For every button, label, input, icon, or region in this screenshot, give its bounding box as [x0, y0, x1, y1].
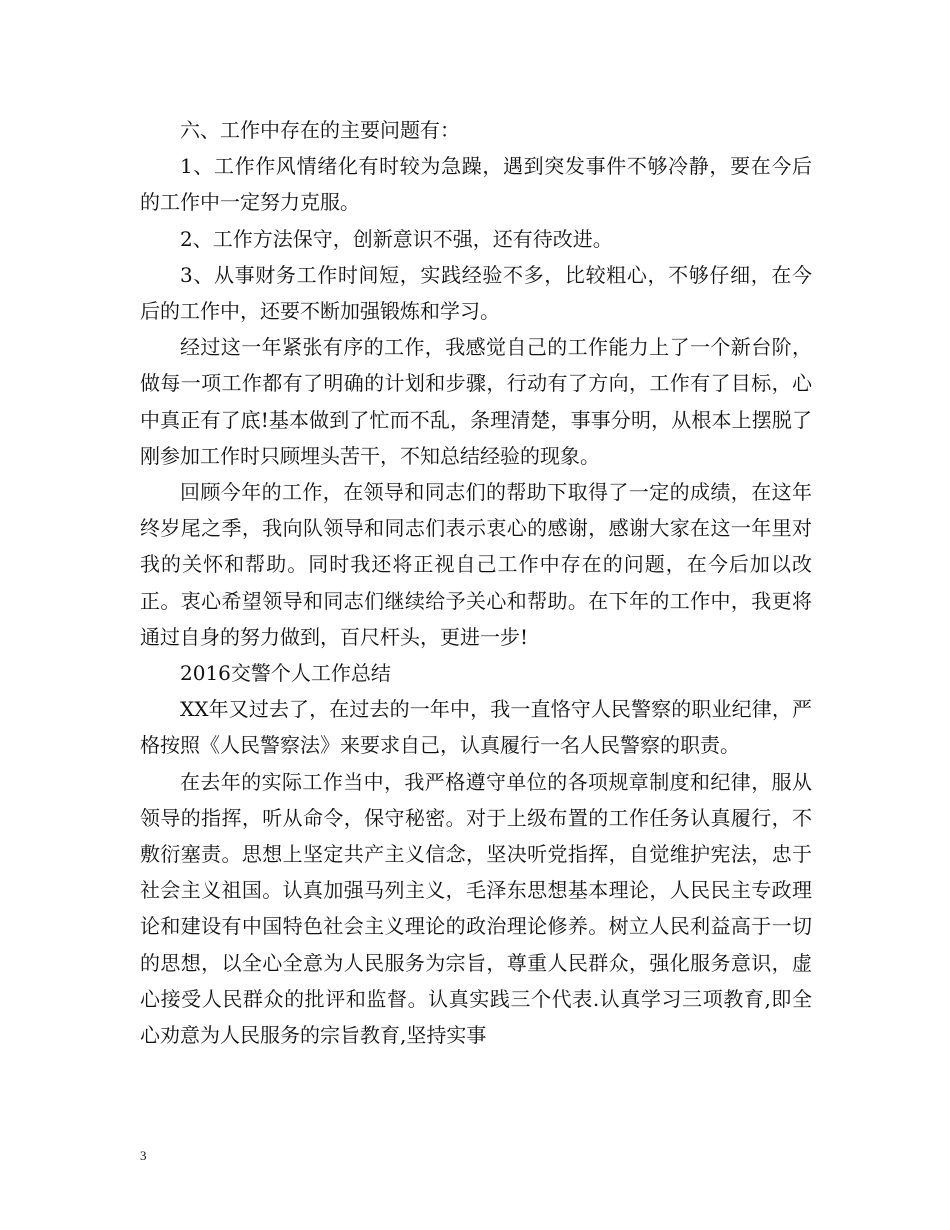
paragraph-review: 回顾今年的工作，在领导和同志们的帮助下取得了一定的成绩，在这年终岁尾之季，我向队领导和同志们表示衷心的感谢，感谢大家在这一年里对我的关怀和帮助。同时我还将正视自己工作中存在的问题，在今后加以改正。衷心希望领导和同志们继续给予关心和帮助。在下年的工作中，我更将通过自身的努力做到，百尺杆头，更进一步! [140, 480, 812, 649]
page-number: 3 [140, 1148, 147, 1163]
paragraph-problem-1: 1、工作作风情绪化有时较为急躁，遇到突发事件不够冷静，要在今后的工作中一定努力克服。 [140, 154, 812, 215]
paragraph-title: 2016交警个人工作总结 [180, 661, 391, 686]
paragraph-work-detail: 在去年的实际工作当中，我严格遵守单位的各项规章制度和纪律，服从领导的指挥，听从命令，保守秘密。对于上级布置的工作任务认真履行，不敷衍塞责。思想上坚定共产主义信念，坚决听党指挥，自觉维护宪法，忠于社会主义祖国。认真加强马列主义，毛泽东思想基本理论，人民民主专政理论和建设有中国特色社会主义理论的政治理论修养。树立人民利益高于一切的思想，以全心全意为人民服务为宗旨，尊重人民群众，强化服务意识，虚心接受人民群众的批评和监督。认真实践三个代表.认真学习三项教育,即全心劝意为人民服务的宗旨教育,坚持实事 [140, 769, 812, 1048]
document-body [140, 112, 812, 1053]
paragraph-section-heading: 六、工作中存在的主要问题有： [180, 118, 460, 142]
paragraph-reflection: 经过这一年紧张有序的工作，我感觉自己的工作能力上了一个新台阶，做每一项工作都有了明确的计划和步骤，行动有了方向，工作有了目标，心中真正有了底!基本做到了忙而不乱，条理清楚，事事分明，从根本上摆脱了刚参加工作时只顾埋头苦干，不知总结经验的现象。 [140, 335, 812, 468]
paragraph-problem-3: 3、从事财务工作时间短，实践经验不多，比较粗心，不够仔细，在今后的工作中，还要不断加强锻炼和学习。 [140, 262, 812, 324]
paragraph-problem-2: 2、工作方法保守，创新意识不强，还有待改进。 [180, 226, 613, 251]
paragraph-intro: XX年又过去了，在过去的一年中，我一直恪守人民警察的职业纪律，严格按照《人民警察法》来要求自己，认真履行一名人民警察的职责。 [140, 697, 812, 758]
